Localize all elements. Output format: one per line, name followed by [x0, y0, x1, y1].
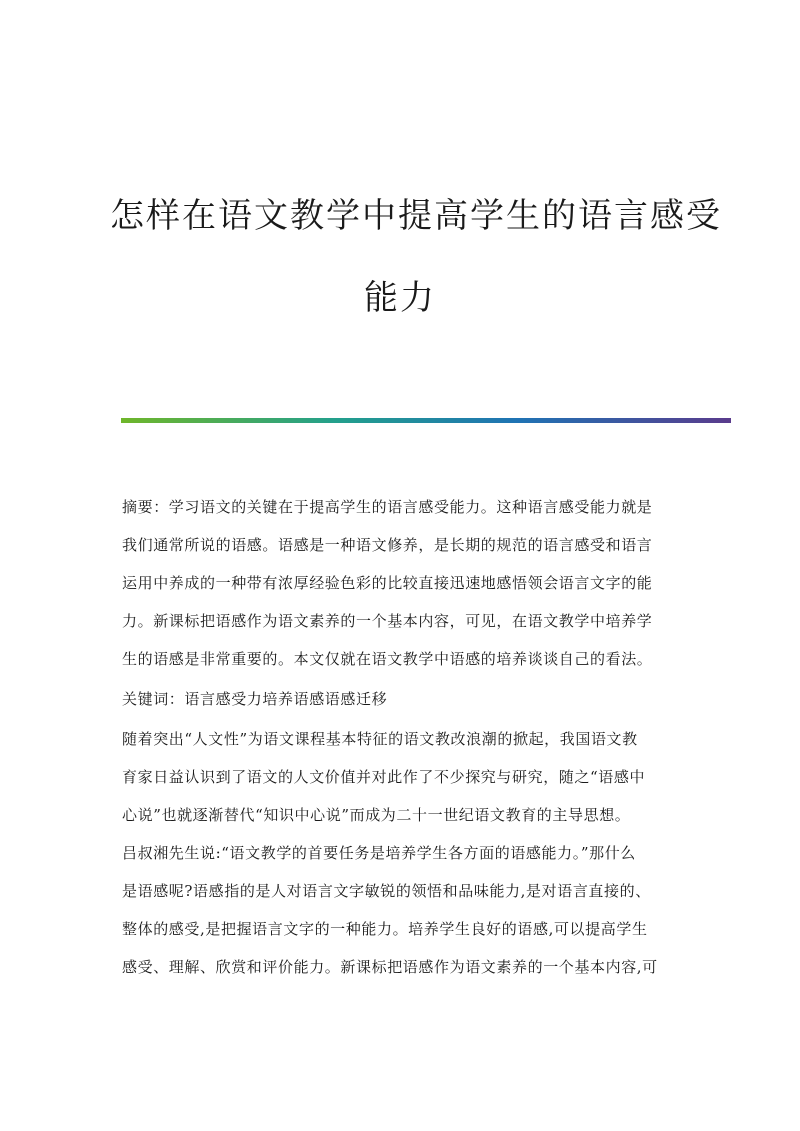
title-divider	[121, 418, 731, 423]
body-paragraph	[122, 720, 682, 986]
document-title-line-2: 能力	[364, 278, 436, 318]
body-line: 感受、理解、欣赏和评价能力。新课标把语感作为语文素养的一个基本内容,可	[122, 958, 658, 976]
body-line: 整体的感受,是把握语言文字的一种能力。培养学生良好的语感,可以提高学生	[122, 920, 648, 938]
abstract-line: 我们通常所说的语感。语感是一种语文修养，是长期的规范的语言感受和语言	[122, 536, 653, 554]
abstract-paragraph	[122, 488, 682, 678]
body-line: 心说”也就逐渐替代“知识中心说”而成为二十一世纪语文教育的主导思想。	[122, 806, 631, 824]
body-line: 是语感呢?语感指的是人对语言文字敏锐的领悟和品味能力,是对语言直接的、	[122, 882, 651, 900]
document-body	[122, 488, 682, 986]
body-line: 吕叔湘先生说:“语文教学的首要任务是培养学生各方面的语感能力。”那什么	[122, 844, 636, 862]
body-line: 随着突出“人文性”为语文课程基本特征的语文教改浪潮的掀起，我国语文教	[122, 730, 638, 748]
abstract-line: 运用中养成的一种带有浓厚经验色彩的比较直接迅速地感悟领会语言文字的能	[122, 574, 653, 592]
abstract-line: 摘要：学习语文的关键在于提高学生的语言感受能力。这种语言感受能力就是	[122, 498, 653, 516]
abstract-line: 生的语感是非常重要的。本文仅就在语文教学中语感的培养谈谈自己的看法。	[122, 650, 653, 668]
document-title-line-1: 怎样在语文教学中提高学生的语言感受	[110, 196, 722, 236]
abstract-line: 力。新课标把语感作为语文素养的一个基本内容，可见，在语文教学中培养学	[122, 612, 653, 630]
keywords-line: 关键词：语言感受力培养语感语感迁移	[122, 690, 388, 708]
body-line: 育家日益认识到了语文的人文价值并对此作了不少探究与研究，随之“语感中	[122, 768, 646, 786]
